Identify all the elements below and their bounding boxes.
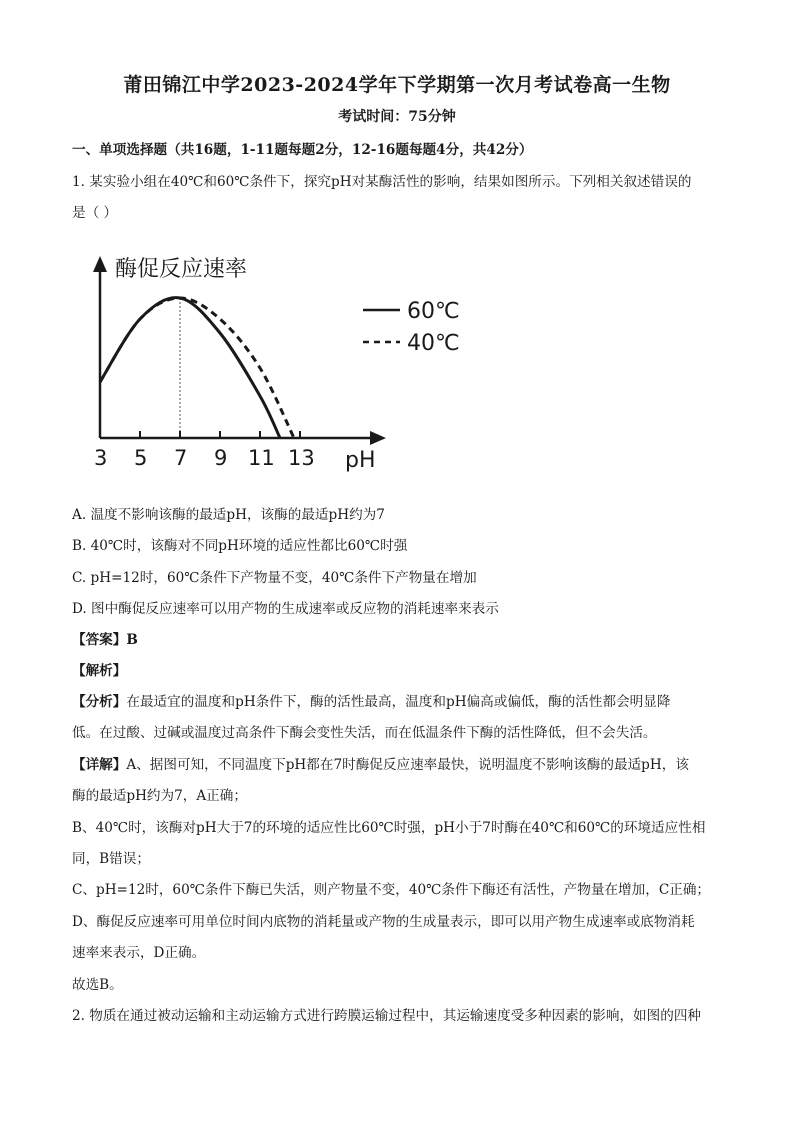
option-b: B. 40℃时，该酶对不同pH环境的适应性都比60℃时强 bbox=[72, 538, 408, 554]
detail-a-line-2: 酶的最适pH约为7，A正确； bbox=[72, 788, 247, 804]
conclusion: 故选B。 bbox=[72, 977, 123, 993]
page-title: 莆田锦江中学2023-2024学年下学期第一次月考试卷高一生物 bbox=[123, 74, 671, 96]
x-tick-label-7: 7 bbox=[174, 446, 188, 470]
answer: 【答案】B bbox=[72, 632, 138, 648]
section-heading: 一、单项选择题（共16题，1-11题每题2分，12-16题每题4分，共42分） bbox=[72, 142, 533, 158]
detail-d-line-2: 速率来表示，D正确。 bbox=[72, 945, 206, 961]
xiangjie-tag: 【详解】 bbox=[72, 757, 127, 773]
detail-d-line-1: D、酶促反应速率可用单位时间内底物的消耗量或产物的生成量表示，即可以用产物生成速率或底物消耗 bbox=[72, 914, 695, 930]
enzyme-ph-chart bbox=[80, 248, 480, 478]
fenxi-line-2: 低。在过酸、过碱或温度过高条件下酶会变性失活，而在低温条件下酶的活性降低，但不会失活。 bbox=[72, 725, 657, 741]
x-tick-label-3: 3 bbox=[94, 446, 108, 470]
x-tick-label-13: 13 bbox=[288, 446, 315, 470]
legend-60c-label: 60℃ bbox=[407, 299, 460, 324]
exam-duration: 考试时间：75分钟 bbox=[338, 109, 456, 125]
question-2-stem: 2. 物质在通过被动运输和主动运输方式进行跨膜运输过程中，其运输速度受多种因素的影响，如图的四种 bbox=[72, 1008, 702, 1024]
fenxi-tag: 【分析】 bbox=[72, 694, 127, 710]
legend-40c-label: 40℃ bbox=[407, 331, 460, 356]
y-axis-label: 酶促反应速率 bbox=[115, 257, 248, 282]
question-1-stem: 1. 某实验小组在40℃和60℃条件下，探究pH对某酶活性的影响，结果如图所示。下列相关叙述错误的 bbox=[72, 174, 692, 190]
detail-a-line-1: 【详解】A、据图可知，不同温度下pH都在7时酶促反应速率最快，说明温度不影响该酶的最适pH，该 bbox=[72, 757, 689, 773]
detail-c: C、pH=12时，60℃条件下酶已失活，则产物量不变，40℃条件下酶还有活性，产物量在增加，C正确； bbox=[72, 882, 711, 898]
detail-b-line-2: 同，B错误； bbox=[72, 851, 150, 867]
x-tick-label-11: 11 bbox=[248, 446, 275, 470]
option-c: C. pH=12时，60℃条件下产物量不变，40℃条件下产物量在增加 bbox=[72, 570, 477, 586]
fenxi-line-1: 【分析】在最适宜的温度和pH条件下，酶的活性最高，温度和pH偏高或偏低，酶的活性都会明显降 bbox=[72, 694, 671, 710]
option-a: A. 温度不影响该酶的最适pH，该酶的最适pH约为7 bbox=[72, 507, 385, 523]
option-d: D. 图中酶促反应速率可以用产物的生成速率或反应物的消耗速率来表示 bbox=[72, 601, 499, 617]
x-axis-label: pH bbox=[345, 448, 376, 473]
analysis-label: 【解析】 bbox=[72, 663, 127, 679]
x-tick-label-5: 5 bbox=[134, 446, 148, 470]
x-axis-arrow bbox=[370, 431, 386, 445]
y-axis-arrow bbox=[93, 256, 107, 272]
series-60c-line bbox=[100, 298, 280, 438]
series-40c-line bbox=[100, 298, 294, 438]
question-1-stem-end: 是（ ） bbox=[72, 205, 118, 221]
x-tick-label-9: 9 bbox=[214, 446, 228, 470]
detail-b-line-1: B、40℃时，该酶对pH大于7的环境的适应性比60℃时强，pH小于7时酶在40℃和60℃的环境适应性相 bbox=[72, 820, 706, 836]
